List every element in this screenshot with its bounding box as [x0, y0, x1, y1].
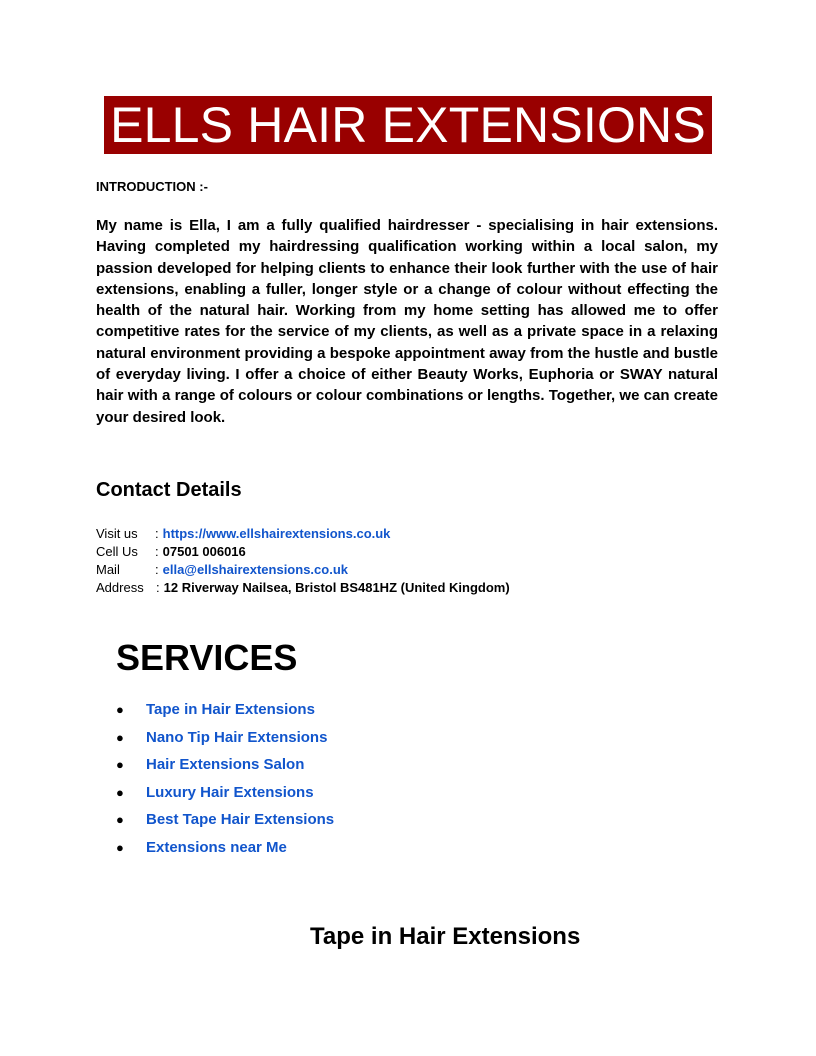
service-item [114, 779, 334, 807]
bullet-icon: ● [116, 702, 124, 718]
intro-paragraph: My name is Ella, I am a fully qualified hairdresser - specialising in hair extensions. Having completed my hairdressing qualification working within a local salon, my passion developed for helping clients to enhance their look further with the use of hair extensions, enabling a fuller, longer style or a change of colour without effecting the health of the natural hair. Working from my home setting has allowed me to offer competitive rates for the service of my clients, as well as a private space in a relaxing natural environment providing a bespoke appointment away from the hustle and bustle of everyday living. I offer a choice of either Beauty Works, Euphoria or SWAY natural hair with a range of colours or colour combinations or lengths. Together, we can create your desired look. [96, 217, 718, 426]
bullet-icon: ● [116, 812, 124, 828]
contact-separator: : [155, 562, 159, 577]
service-link-best-tape[interactable]: Best Tape Hair Extensions [146, 811, 335, 829]
service-link-near-me[interactable]: Extensions near Me [146, 838, 287, 856]
bullet-icon: ● [116, 757, 124, 773]
contact-separator: : [155, 526, 159, 541]
service-link-salon[interactable]: Hair Extensions Salon [146, 756, 305, 774]
bullet-icon: ● [116, 729, 124, 745]
section-heading-tape-in: Tape in Hair Extensions [310, 923, 581, 950]
service-link-nano-tip[interactable]: Nano Tip Hair Extensions [146, 728, 328, 746]
service-item [114, 834, 334, 862]
contact-row-phone [96, 543, 510, 561]
services-list [114, 696, 334, 861]
service-item [114, 724, 334, 752]
contact-details [96, 525, 510, 597]
bullet-icon: ● [116, 839, 124, 855]
bullet-icon: ● [116, 784, 124, 800]
phone-number: 07501 006016 [162, 544, 246, 559]
contact-separator: : [155, 544, 159, 559]
contact-separator: : [156, 580, 160, 595]
contact-label-mail: Mail [96, 562, 120, 577]
intro-heading: INTRODUCTION :- [96, 179, 208, 194]
service-item [114, 696, 334, 724]
contact-row-mail [96, 561, 510, 579]
service-link-luxury[interactable]: Luxury Hair Extensions [146, 783, 314, 801]
service-item [114, 806, 334, 834]
contact-heading: Contact Details [96, 479, 242, 501]
service-item [114, 751, 334, 779]
services-heading: SERVICES [116, 637, 298, 678]
contact-label-address: Address [96, 580, 144, 595]
contact-label-phone: Cell Us [96, 544, 138, 559]
address-value: 12 Riverway Nailsea, Bristol BS481HZ (United Kingdom) [163, 580, 510, 595]
contact-row-address [96, 579, 510, 597]
website-link[interactable]: https://www.ellshairextensions.co.uk [162, 526, 391, 541]
contact-row-website [96, 525, 510, 543]
title-banner [104, 96, 712, 154]
email-link[interactable]: ella@ellshairextensions.co.uk [162, 562, 348, 577]
contact-label-website: Visit us [96, 526, 138, 541]
document-title: ELLS HAIR EXTENSIONS [110, 97, 706, 153]
service-link-tape-in[interactable]: Tape in Hair Extensions [146, 701, 315, 719]
